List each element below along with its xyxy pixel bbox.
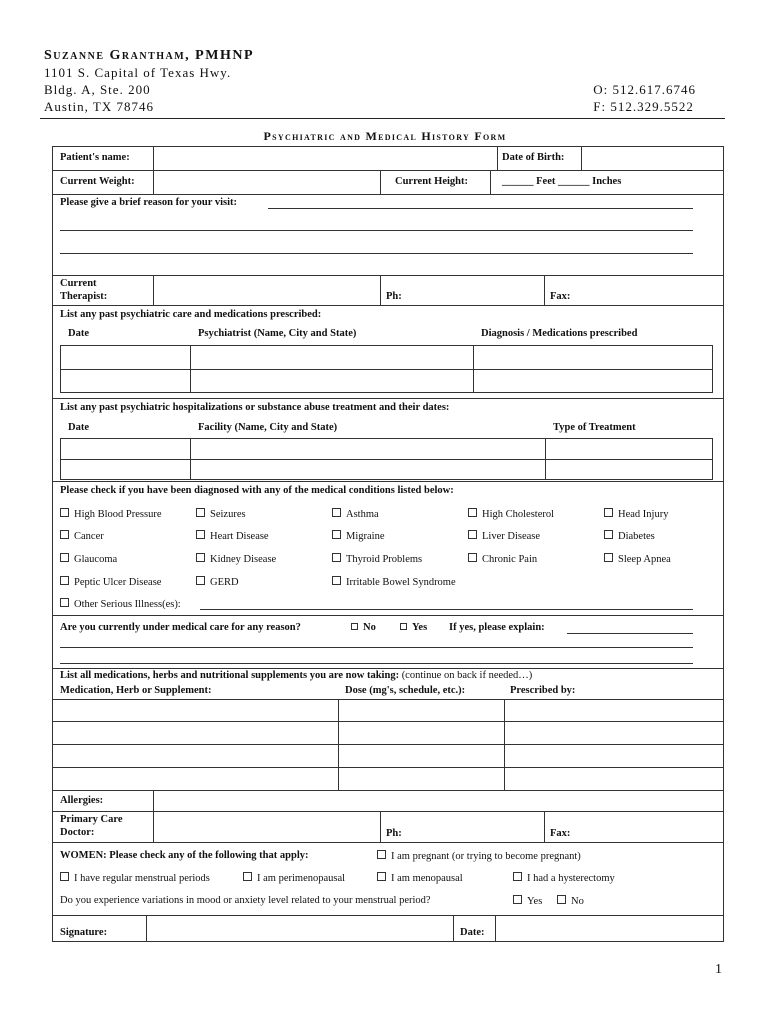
cond-migraine[interactable] (332, 530, 385, 542)
address-line-2: Bldg. A, Ste. 200 (44, 82, 151, 97)
checkbox-icon (332, 530, 341, 539)
hosp-col-date: Date (68, 422, 89, 433)
cond-peptic-ulcer[interactable] (60, 576, 161, 588)
regular-periods-checkbox[interactable] (60, 872, 210, 884)
cond-sleep-apnea[interactable] (604, 553, 671, 565)
cond-label: Diabetes (618, 531, 655, 542)
row-divider (52, 481, 724, 482)
under-care-label: Are you currently under medical care for any reason? (60, 622, 301, 633)
cond-label: Migraine (346, 531, 385, 542)
allergies-field[interactable] (156, 792, 722, 810)
other-illness-line[interactable] (200, 609, 693, 610)
therapist-label: Current Therapist: (60, 278, 108, 302)
checkbox-icon (196, 530, 205, 539)
checkbox-icon (513, 872, 522, 881)
cond-label: Liver Disease (482, 531, 541, 542)
dob-label: Date of Birth: (502, 152, 565, 163)
perimenopausal-checkbox[interactable] (243, 872, 345, 884)
under-care-no[interactable] (351, 622, 376, 633)
yes-label: Yes (527, 896, 543, 907)
allergies-label: Allergies: (60, 795, 104, 806)
height-field[interactable]: ______ Feet ______ Inches (502, 176, 622, 187)
row-divider (52, 668, 724, 669)
provider-name: Suzanne Grantham, PMHNP (44, 48, 254, 63)
col-divider (545, 438, 546, 480)
form-title: Psychiatric and Medical History Form (263, 129, 507, 143)
past-care-col-psychiatrist: Psychiatrist (Name, City and State) (198, 328, 357, 339)
address-line-1: 1101 S. Capital of Texas Hwy. (44, 65, 232, 80)
under-care-yes[interactable] (400, 622, 427, 633)
checkbox-icon (60, 530, 69, 539)
mood-yes-checkbox[interactable] (513, 895, 542, 907)
cond-other-illness[interactable] (60, 598, 181, 610)
cond-label: Sleep Apnea (618, 554, 671, 565)
checkbox-icon (196, 576, 205, 585)
cond-diabetes[interactable] (604, 530, 655, 542)
conditions-label: Please check if you have been diagnosed with any of the medical conditions listed below: (60, 485, 454, 496)
row-divider (52, 915, 724, 916)
cond-label: Chronic Pain (482, 554, 538, 565)
cond-label: Seizures (210, 509, 246, 520)
cond-seizures[interactable] (196, 508, 246, 520)
col-divider (544, 275, 545, 305)
patient-name-field[interactable] (156, 148, 494, 168)
checkbox-icon (60, 598, 69, 607)
explain-label: If yes, please explain: (449, 622, 545, 633)
explain-line[interactable] (567, 633, 693, 634)
checkbox-icon (332, 576, 341, 585)
reason-line[interactable] (60, 230, 693, 231)
therapist-ph-label: Ph: (386, 291, 402, 302)
explain-line[interactable] (60, 663, 693, 664)
col-divider (380, 170, 381, 194)
col-divider (490, 170, 491, 194)
medications-table[interactable] (54, 700, 722, 789)
hosp-label: List any past psychiatric hospitalizations or substance abuse treatment and their dates: (60, 402, 450, 413)
pregnant-checkbox[interactable] (377, 850, 581, 862)
no-label: No (363, 622, 376, 633)
checkbox-icon (377, 872, 386, 881)
cond-label: Thyroid Problems (346, 554, 423, 565)
pcp-label: Primary Care Doctor: (60, 814, 123, 838)
col-divider (153, 146, 154, 194)
col-divider (495, 915, 496, 942)
cond-chronic-pain[interactable] (468, 553, 537, 565)
hosp-col-facility: Facility (Name, City and State) (198, 422, 338, 433)
menopausal-checkbox[interactable] (377, 872, 463, 884)
col-divider (453, 915, 454, 942)
cond-asthma[interactable] (332, 508, 379, 520)
signature-label: Signature: (60, 927, 108, 938)
cond-kidney-disease[interactable] (196, 553, 276, 565)
no-label: No (571, 896, 584, 907)
mood-no-checkbox[interactable] (557, 895, 584, 907)
col-divider (190, 438, 191, 480)
cond-high-blood-pressure[interactable] (60, 508, 162, 520)
checkbox-icon (377, 850, 386, 859)
cond-label: Asthma (346, 509, 379, 520)
checkbox-icon (400, 623, 407, 630)
meds-note: (continue on back if needed…) (401, 670, 533, 681)
mood-question: Do you experience variations in mood or anxiety level related to your menstrual period? (60, 895, 431, 906)
cond-liver-disease[interactable] (468, 530, 540, 542)
row-divider (52, 194, 724, 195)
past-care-col-diagnosis: Diagnosis / Medications prescribed (481, 328, 638, 339)
regular-label: I have regular menstrual periods (74, 873, 210, 884)
col-divider (146, 915, 147, 942)
cond-ibs[interactable] (332, 576, 456, 588)
past-care-label: List any past psychiatric care and medications prescribed: (60, 309, 322, 320)
col-divider (380, 275, 381, 305)
cond-high-cholesterol[interactable] (468, 508, 554, 520)
fax-number: F: 512.329.5522 (593, 99, 694, 114)
cond-label: High Blood Pressure (74, 509, 162, 520)
dob-field[interactable] (584, 148, 722, 168)
cond-label: Other Serious Illness(es): (74, 599, 181, 610)
checkbox-icon (468, 553, 477, 562)
date-field[interactable] (498, 917, 722, 940)
therapist-fax-label: Fax: (550, 291, 571, 302)
col-divider (544, 811, 545, 842)
meds-col-dose: Dose (mg's, schedule, etc.): (345, 685, 466, 696)
col-divider (380, 811, 381, 842)
cond-gerd[interactable] (196, 576, 239, 588)
checkbox-icon (351, 623, 358, 630)
meds-instructions (60, 670, 532, 681)
header-rule (40, 118, 725, 119)
meno-label: I am menopausal (391, 873, 463, 884)
checkbox-icon (196, 508, 205, 517)
checkbox-icon (60, 872, 69, 881)
col-divider (581, 146, 582, 170)
row-divider (52, 615, 724, 616)
address-line-3: Austin, TX 78746 (44, 99, 155, 114)
page-number: 1 (715, 962, 722, 977)
checkbox-icon (332, 553, 341, 562)
checkbox-icon (557, 895, 566, 904)
checkbox-icon (332, 508, 341, 517)
pcp-field[interactable] (156, 813, 378, 840)
past-care-col-date: Date (68, 328, 89, 339)
meds-label: List all medications, herbs and nutritional supplements you are now taking: (60, 670, 400, 681)
weight-label: Current Weight: (60, 176, 135, 187)
checkbox-icon (196, 553, 205, 562)
perimeno-label: I am perimenopausal (257, 873, 346, 884)
cond-label: GERD (210, 577, 239, 588)
col-divider (497, 146, 498, 170)
row-divider (52, 305, 724, 306)
row-divider (52, 811, 724, 812)
cond-label: Irritable Bowel Syndrome (346, 577, 456, 588)
checkbox-icon (468, 530, 477, 539)
row-divider (52, 842, 724, 843)
meds-col-prescribed: Prescribed by: (510, 685, 576, 696)
explain-line[interactable] (60, 647, 693, 648)
row-divider (60, 369, 713, 370)
hysterectomy-checkbox[interactable] (513, 872, 615, 884)
checkbox-icon (60, 508, 69, 517)
cond-label: Kidney Disease (210, 554, 277, 565)
weight-field[interactable] (156, 172, 378, 192)
checkbox-icon (60, 553, 69, 562)
row-divider (52, 398, 724, 399)
meds-col-medication: Medication, Herb or Supplement: (60, 685, 212, 696)
yes-label: Yes (412, 622, 428, 633)
pcp-fax-label: Fax: (550, 828, 571, 839)
checkbox-icon (60, 576, 69, 585)
col-divider (473, 345, 474, 393)
date-label: Date: (460, 927, 485, 938)
row-divider (60, 459, 713, 460)
patient-name-label: Patient's name: (60, 152, 130, 163)
pregnant-label: I am pregnant (or trying to become pregnant) (391, 851, 581, 862)
checkbox-icon (468, 508, 477, 517)
contact-numbers (593, 81, 696, 115)
cond-head-injury[interactable] (604, 508, 668, 520)
cond-label: Peptic Ulcer Disease (74, 577, 162, 588)
checkbox-icon (513, 895, 522, 904)
cond-glaucoma[interactable] (60, 553, 117, 565)
cond-label: Heart Disease (210, 531, 269, 542)
cond-thyroid-problems[interactable] (332, 553, 422, 565)
col-divider (190, 345, 191, 393)
checkbox-icon (604, 553, 613, 562)
therapist-field[interactable] (156, 277, 378, 303)
reason-line[interactable] (268, 208, 693, 209)
signature-field[interactable] (149, 917, 451, 940)
col-divider (153, 790, 154, 842)
hyst-label: I had a hysterectomy (527, 873, 615, 884)
letterhead (44, 47, 254, 115)
checkbox-icon (604, 530, 613, 539)
checkbox-icon (243, 872, 252, 881)
cond-label: High Cholesterol (482, 509, 555, 520)
col-divider (153, 275, 154, 305)
cond-label: Head Injury (618, 509, 669, 520)
checkbox-icon (604, 508, 613, 517)
women-label: WOMEN: Please check any of the following that apply: (60, 850, 309, 861)
cond-cancer[interactable] (60, 530, 104, 542)
cond-heart-disease[interactable] (196, 530, 269, 542)
height-label: Current Height: (395, 176, 469, 187)
pcp-ph-label: Ph: (386, 828, 402, 839)
hosp-col-type: Type of Treatment (553, 422, 636, 433)
reason-label: Please give a brief reason for your visit: (60, 197, 238, 208)
cond-label: Cancer (74, 531, 104, 542)
reason-line[interactable] (60, 253, 693, 254)
office-phone: O: 512.617.6746 (593, 82, 696, 97)
cond-label: Glaucoma (74, 554, 118, 565)
